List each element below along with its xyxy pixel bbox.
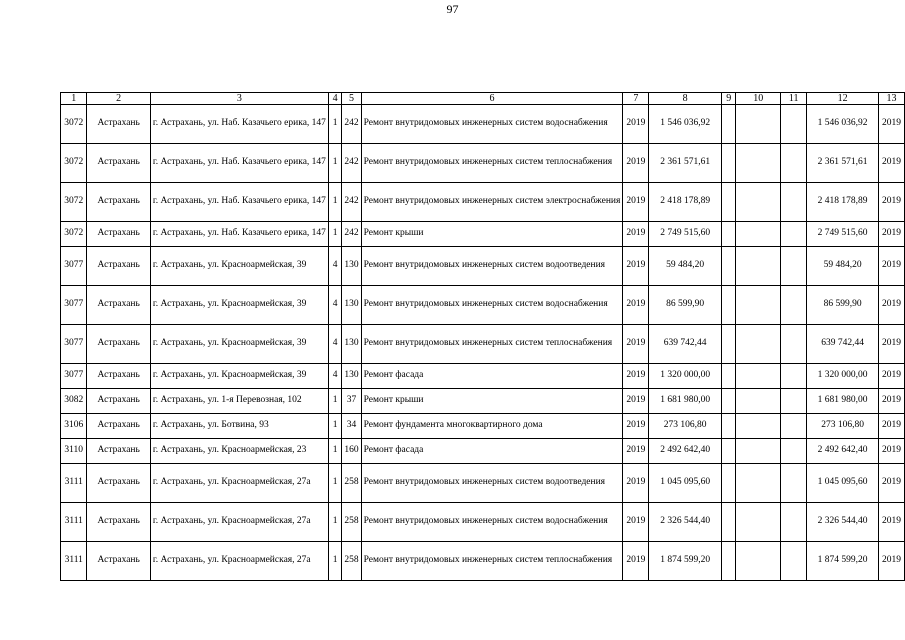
header-cell: 7 [623, 93, 649, 105]
cell-c4: 1 [328, 464, 341, 503]
cell-year2: 2019 [878, 325, 904, 364]
cell-id: 3106 [61, 414, 87, 439]
cell-total: 273 106,80 [807, 414, 879, 439]
table-row [61, 503, 905, 542]
header-cell: 9 [722, 93, 736, 105]
table-row [61, 247, 905, 286]
cell-year2: 2019 [878, 503, 904, 542]
cell-year: 2019 [623, 247, 649, 286]
header-cell: 2 [87, 93, 150, 105]
table-row [61, 183, 905, 222]
cell-total: 1 546 036,92 [807, 105, 879, 144]
cell-cost: 86 599,90 [649, 286, 722, 325]
cell-c5: 258 [342, 503, 361, 542]
cell-c5: 242 [342, 144, 361, 183]
cell-c9 [722, 144, 736, 183]
cell-c11 [781, 183, 807, 222]
cell-id: 3077 [61, 325, 87, 364]
cell-c4: 1 [328, 439, 341, 464]
cell-year2: 2019 [878, 464, 904, 503]
cell-c9 [722, 183, 736, 222]
cell-city: Астрахань [87, 389, 150, 414]
cell-year: 2019 [623, 503, 649, 542]
table-row [61, 389, 905, 414]
cell-cost: 1 874 599,20 [649, 542, 722, 581]
table-row [61, 286, 905, 325]
cell-cost: 2 361 571,61 [649, 144, 722, 183]
cell-c10 [736, 286, 781, 325]
cell-c5: 160 [342, 439, 361, 464]
header-cell: 11 [781, 93, 807, 105]
cell-year: 2019 [623, 222, 649, 247]
header-cell: 4 [328, 93, 341, 105]
cell-address: г. Астрахань, ул. Красноармейская, 39 [150, 247, 328, 286]
cell-work: Ремонт крыши [361, 222, 623, 247]
cell-cost: 1 045 095,60 [649, 464, 722, 503]
cell-city: Астрахань [87, 542, 150, 581]
cell-c4: 1 [328, 414, 341, 439]
cell-c10 [736, 325, 781, 364]
cell-c11 [781, 364, 807, 389]
cell-c9 [722, 247, 736, 286]
cell-c5: 37 [342, 389, 361, 414]
cell-c5: 258 [342, 464, 361, 503]
cell-cost: 639 742,44 [649, 325, 722, 364]
cell-c9 [722, 464, 736, 503]
cell-cost: 273 106,80 [649, 414, 722, 439]
cell-address: г. Астрахань, ул. Наб. Казачьего ерика, 147 [150, 144, 328, 183]
cell-year2: 2019 [878, 286, 904, 325]
cell-c10 [736, 183, 781, 222]
header-cell: 6 [361, 93, 623, 105]
cell-total: 2 418 178,89 [807, 183, 879, 222]
cell-cost: 59 484,20 [649, 247, 722, 286]
cell-c10 [736, 414, 781, 439]
cell-address: г. Астрахань, ул. Красноармейская, 39 [150, 325, 328, 364]
table-row [61, 144, 905, 183]
cell-c11 [781, 464, 807, 503]
cell-c10 [736, 222, 781, 247]
cell-address: г. Астрахань, ул. Красноармейская, 27а [150, 542, 328, 581]
cell-work: Ремонт внутридомовых инженерных систем водоснабжения [361, 286, 623, 325]
cell-work: Ремонт внутридомовых инженерных систем теплоснабжения [361, 542, 623, 581]
cell-city: Астрахань [87, 247, 150, 286]
cell-work: Ремонт внутридомовых инженерных систем водоотведения [361, 464, 623, 503]
cell-address: г. Астрахань, ул. Красноармейская, 27а [150, 503, 328, 542]
cell-work: Ремонт внутридомовых инженерных систем водоотведения [361, 247, 623, 286]
cell-total: 639 742,44 [807, 325, 879, 364]
cell-year2: 2019 [878, 144, 904, 183]
cell-work: Ремонт внутридомовых инженерных систем теплоснабжения [361, 325, 623, 364]
cell-c4: 1 [328, 542, 341, 581]
cell-c5: 34 [342, 414, 361, 439]
cell-id: 3111 [61, 503, 87, 542]
cell-address: г. Астрахань, ул. Красноармейская, 27а [150, 464, 328, 503]
cell-id: 3072 [61, 105, 87, 144]
cell-year: 2019 [623, 542, 649, 581]
cell-work: Ремонт внутридомовых инженерных систем водоснабжения [361, 105, 623, 144]
cell-year: 2019 [623, 414, 649, 439]
table-row [61, 414, 905, 439]
cell-c11 [781, 439, 807, 464]
cell-year: 2019 [623, 105, 649, 144]
cell-year2: 2019 [878, 542, 904, 581]
cell-city: Астрахань [87, 105, 150, 144]
table-row [61, 464, 905, 503]
table-row [61, 364, 905, 389]
cell-address: г. Астрахань, ул. Наб. Казачьего ерика, 147 [150, 183, 328, 222]
cell-address: г. Астрахань, ул. Красноармейская, 39 [150, 364, 328, 389]
cell-c9 [722, 364, 736, 389]
cell-year2: 2019 [878, 389, 904, 414]
cell-work: Ремонт крыши [361, 389, 623, 414]
cell-cost: 1 546 036,92 [649, 105, 722, 144]
cell-total: 1 874 599,20 [807, 542, 879, 581]
cell-id: 3072 [61, 183, 87, 222]
cell-id: 3077 [61, 286, 87, 325]
cell-c11 [781, 144, 807, 183]
cell-id: 3077 [61, 247, 87, 286]
cell-c10 [736, 503, 781, 542]
cell-address: г. Астрахань, ул. Наб. Казачьего ерика, 147 [150, 105, 328, 144]
table-row [61, 325, 905, 364]
cell-c4: 1 [328, 222, 341, 247]
cell-year: 2019 [623, 439, 649, 464]
cell-city: Астрахань [87, 414, 150, 439]
cell-c5: 242 [342, 105, 361, 144]
header-cell: 1 [61, 93, 87, 105]
header-cell: 10 [736, 93, 781, 105]
cell-year2: 2019 [878, 364, 904, 389]
cell-total: 86 599,90 [807, 286, 879, 325]
cell-id: 3072 [61, 222, 87, 247]
cell-c9 [722, 325, 736, 364]
cell-cost: 2 418 178,89 [649, 183, 722, 222]
cell-c4: 1 [328, 144, 341, 183]
header-cell: 8 [649, 93, 722, 105]
cell-total: 1 320 000,00 [807, 364, 879, 389]
table-row [61, 105, 905, 144]
cell-c4: 1 [328, 503, 341, 542]
cell-city: Астрахань [87, 144, 150, 183]
cell-c11 [781, 414, 807, 439]
cell-cost: 2 326 544,40 [649, 503, 722, 542]
cell-c10 [736, 247, 781, 286]
cell-city: Астрахань [87, 286, 150, 325]
cell-id: 3110 [61, 439, 87, 464]
header-cell: 5 [342, 93, 361, 105]
cell-address: г. Астрахань, ул. Наб. Казачьего ерика, 147 [150, 222, 328, 247]
cell-cost: 2 492 642,40 [649, 439, 722, 464]
cell-c5: 130 [342, 364, 361, 389]
cell-c4: 4 [328, 364, 341, 389]
works-table [60, 92, 905, 581]
cell-c11 [781, 286, 807, 325]
cell-id: 3082 [61, 389, 87, 414]
cell-c4: 1 [328, 183, 341, 222]
cell-year: 2019 [623, 389, 649, 414]
cell-total: 2 361 571,61 [807, 144, 879, 183]
cell-year2: 2019 [878, 414, 904, 439]
header-row [61, 93, 905, 105]
cell-c10 [736, 439, 781, 464]
cell-city: Астрахань [87, 464, 150, 503]
cell-c10 [736, 389, 781, 414]
cell-c5: 242 [342, 222, 361, 247]
header-cell: 3 [150, 93, 328, 105]
cell-year2: 2019 [878, 105, 904, 144]
cell-c11 [781, 247, 807, 286]
cell-cost: 1 320 000,00 [649, 364, 722, 389]
cell-c10 [736, 464, 781, 503]
cell-city: Астрахань [87, 222, 150, 247]
cell-c11 [781, 503, 807, 542]
cell-c9 [722, 222, 736, 247]
cell-c9 [722, 286, 736, 325]
cell-c11 [781, 325, 807, 364]
page-number: 97 [446, 2, 459, 16]
cell-total: 2 749 515,60 [807, 222, 879, 247]
header-cell: 13 [878, 93, 904, 105]
cell-total: 1 045 095,60 [807, 464, 879, 503]
cell-c11 [781, 105, 807, 144]
cell-city: Астрахань [87, 325, 150, 364]
cell-address: г. Астрахань, ул. Красноармейская, 39 [150, 286, 328, 325]
cell-year: 2019 [623, 325, 649, 364]
cell-total: 2 492 642,40 [807, 439, 879, 464]
cell-cost: 2 749 515,60 [649, 222, 722, 247]
cell-c11 [781, 389, 807, 414]
cell-work: Ремонт фасада [361, 439, 623, 464]
cell-year: 2019 [623, 144, 649, 183]
cell-c9 [722, 389, 736, 414]
cell-id: 3111 [61, 542, 87, 581]
cell-c11 [781, 222, 807, 247]
cell-city: Астрахань [87, 439, 150, 464]
header-cell: 12 [807, 93, 879, 105]
cell-c10 [736, 144, 781, 183]
cell-c4: 1 [328, 389, 341, 414]
cell-c5: 130 [342, 325, 361, 364]
cell-id: 3077 [61, 364, 87, 389]
cell-cost: 1 681 980,00 [649, 389, 722, 414]
cell-year: 2019 [623, 286, 649, 325]
table-row [61, 439, 905, 464]
cell-c11 [781, 542, 807, 581]
cell-year: 2019 [623, 183, 649, 222]
cell-address: г. Астрахань, ул. 1-я Перевозная, 102 [150, 389, 328, 414]
cell-work: Ремонт внутридомовых инженерных систем теплоснабжения [361, 144, 623, 183]
cell-c5: 130 [342, 286, 361, 325]
table-row [61, 222, 905, 247]
cell-year: 2019 [623, 464, 649, 503]
cell-c9 [722, 439, 736, 464]
cell-c10 [736, 364, 781, 389]
cell-year: 2019 [623, 364, 649, 389]
cell-c4: 1 [328, 105, 341, 144]
cell-work: Ремонт фасада [361, 364, 623, 389]
cell-c10 [736, 105, 781, 144]
table-row [61, 542, 905, 581]
cell-c4: 4 [328, 247, 341, 286]
cell-total: 1 681 980,00 [807, 389, 879, 414]
cell-c4: 4 [328, 286, 341, 325]
cell-c9 [722, 414, 736, 439]
cell-c5: 242 [342, 183, 361, 222]
cell-id: 3072 [61, 144, 87, 183]
cell-c10 [736, 542, 781, 581]
cell-city: Астрахань [87, 364, 150, 389]
cell-c9 [722, 542, 736, 581]
cell-c5: 258 [342, 542, 361, 581]
cell-work: Ремонт внутридомовых инженерных систем водоснабжения [361, 503, 623, 542]
cell-c5: 130 [342, 247, 361, 286]
cell-city: Астрахань [87, 183, 150, 222]
cell-year2: 2019 [878, 439, 904, 464]
cell-id: 3111 [61, 464, 87, 503]
cell-work: Ремонт внутридомовых инженерных систем электроснабжения [361, 183, 623, 222]
cell-total: 2 326 544,40 [807, 503, 879, 542]
cell-address: г. Астрахань, ул. Ботвина, 93 [150, 414, 328, 439]
cell-year2: 2019 [878, 222, 904, 247]
cell-city: Астрахань [87, 503, 150, 542]
cell-work: Ремонт фундамента многоквартирного дома [361, 414, 623, 439]
cell-year2: 2019 [878, 183, 904, 222]
cell-c9 [722, 503, 736, 542]
cell-c9 [722, 105, 736, 144]
cell-address: г. Астрахань, ул. Красноармейская, 23 [150, 439, 328, 464]
cell-c4: 4 [328, 325, 341, 364]
cell-year2: 2019 [878, 247, 904, 286]
cell-total: 59 484,20 [807, 247, 879, 286]
